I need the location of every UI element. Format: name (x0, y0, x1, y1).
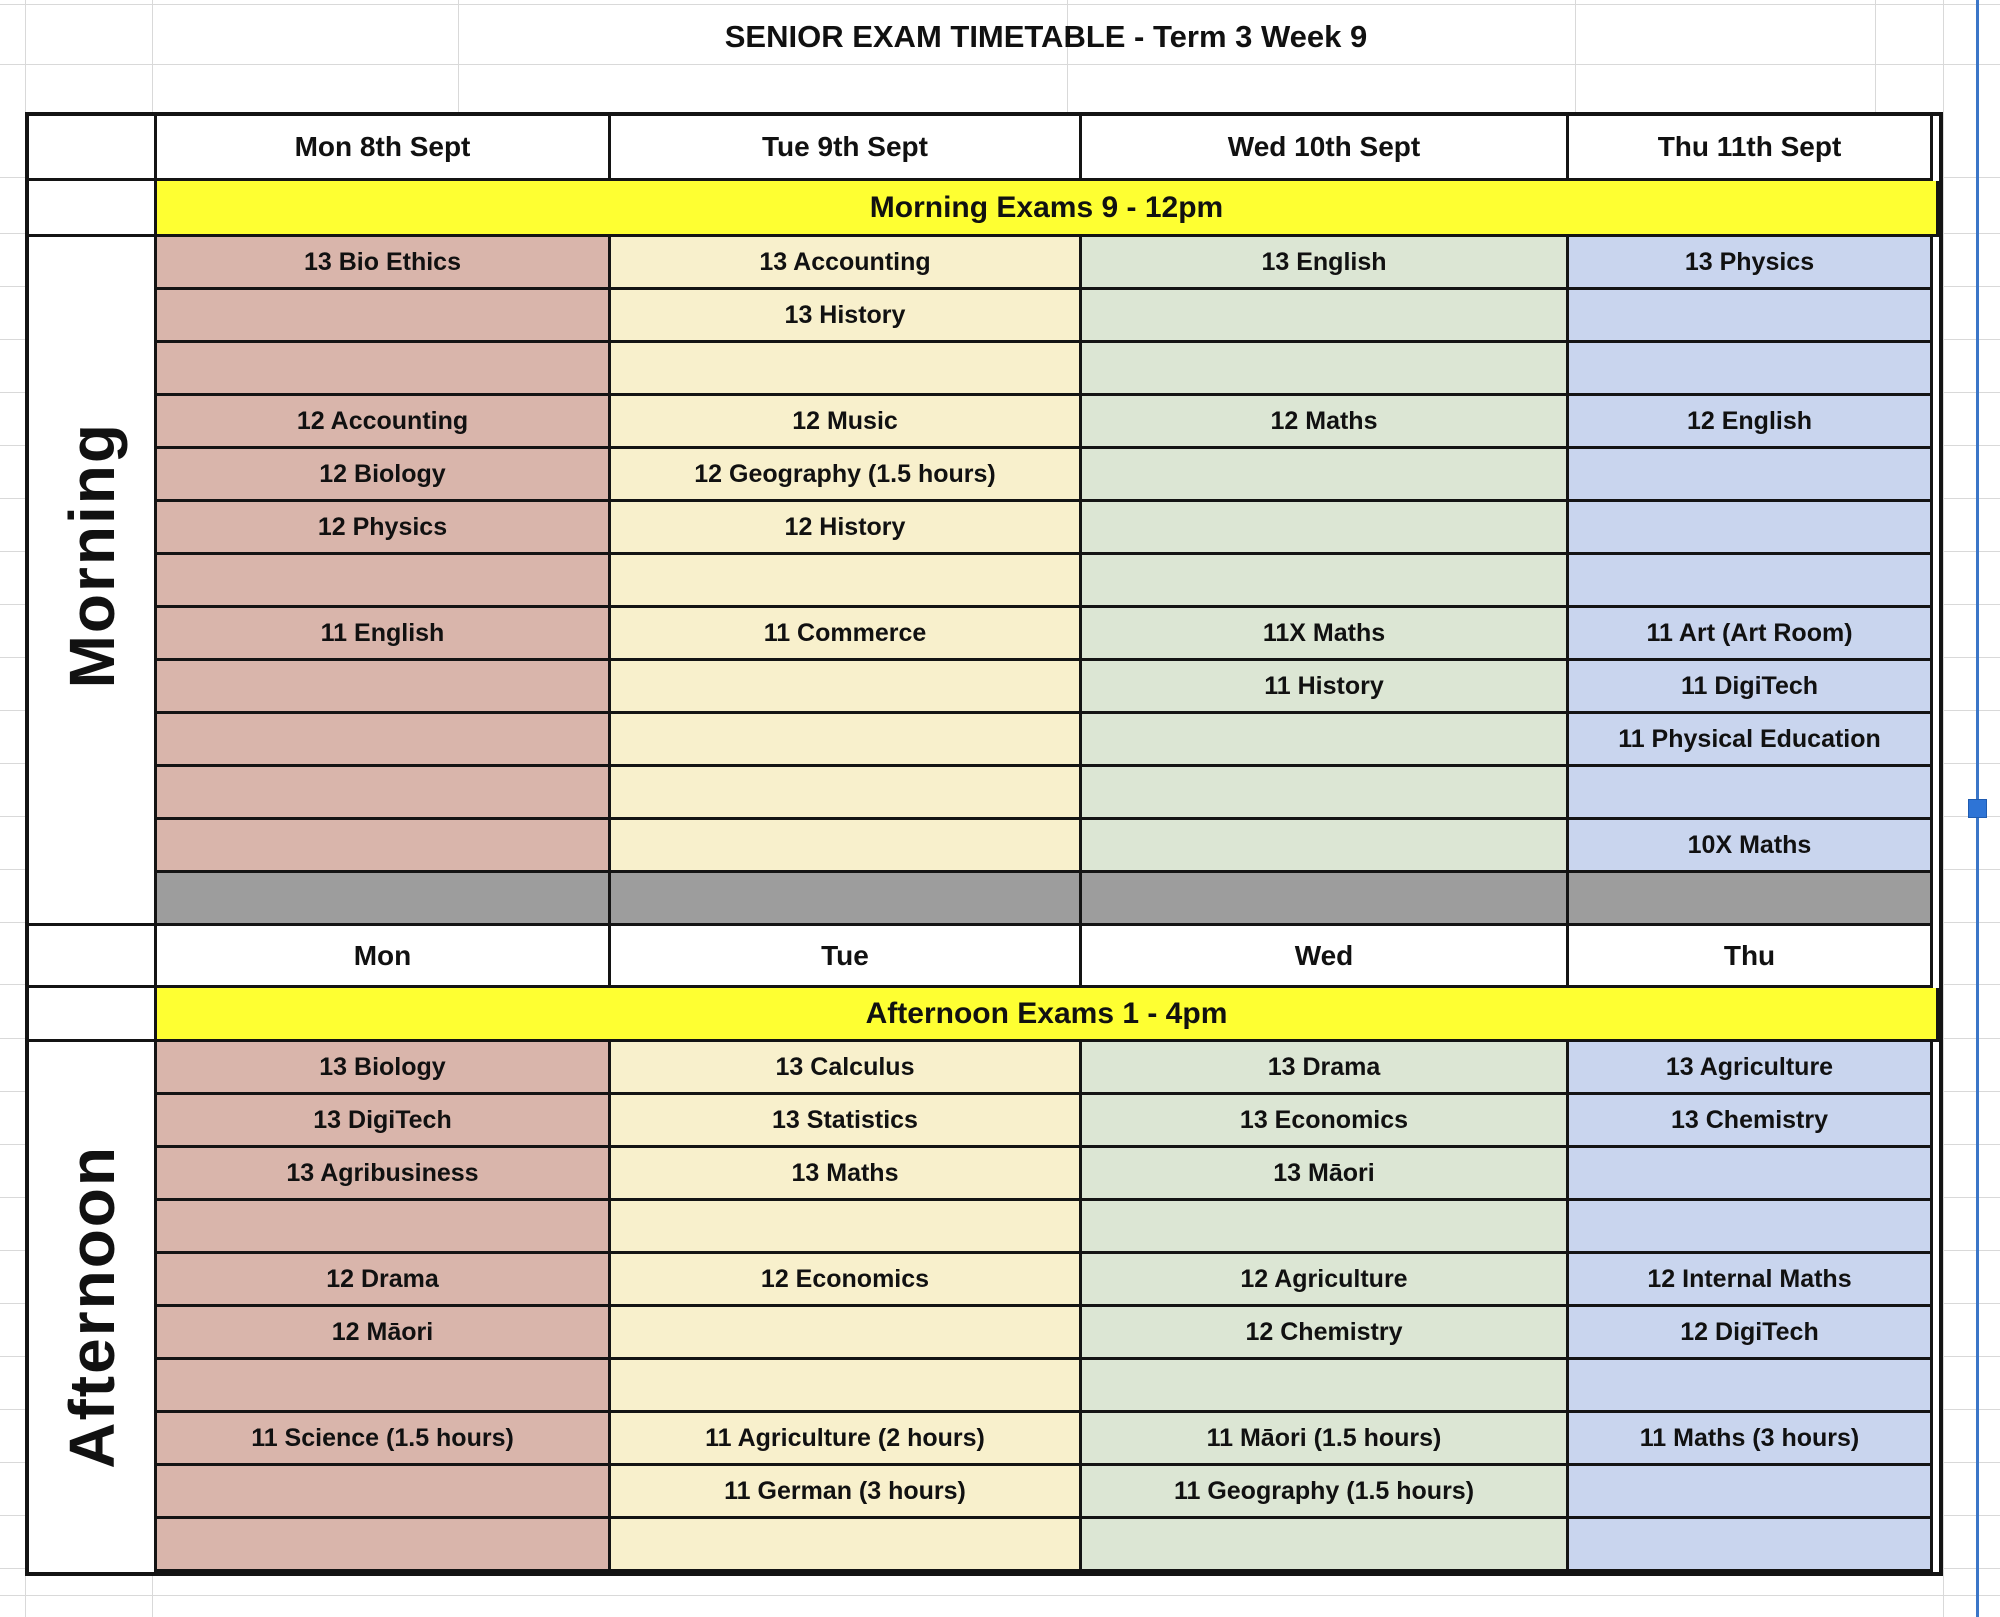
timetable-cell[interactable] (157, 1466, 611, 1519)
timetable-cell[interactable]: 11 English (157, 608, 611, 661)
banner-side-cell[interactable] (29, 181, 157, 237)
timetable-cell[interactable]: 11 Geography (1.5 hours) (1082, 1466, 1569, 1519)
timetable-cell[interactable]: 12 Internal Maths (1569, 1254, 1933, 1307)
timetable-cell[interactable]: 13 Bio Ethics (157, 237, 611, 290)
divider-cell[interactable] (611, 873, 1082, 926)
corner-cell[interactable] (29, 116, 157, 181)
timetable-cell[interactable] (611, 714, 1082, 767)
timetable-cell[interactable]: 13 Biology (157, 1042, 611, 1095)
divider-side-cell[interactable] (29, 873, 157, 926)
timetable-cell[interactable] (611, 661, 1082, 714)
timetable-cell[interactable]: 11 DigiTech (1569, 661, 1933, 714)
session-label-cell[interactable] (29, 237, 157, 873)
timetable-cell[interactable] (1569, 1466, 1933, 1519)
session-banner[interactable]: Morning Exams 9 - 12pm (157, 181, 1939, 237)
timetable-cell[interactable]: 12 Physics (157, 502, 611, 555)
timetable-cell[interactable]: 12 Biology (157, 449, 611, 502)
divider-cell[interactable] (1082, 873, 1569, 926)
timetable-cell[interactable]: 11 Physical Education (1569, 714, 1933, 767)
timetable-cell[interactable] (1569, 1519, 1933, 1572)
timetable-cell[interactable]: 12 Economics (611, 1254, 1082, 1307)
timetable-cell[interactable]: 11 Maths (3 hours) (1569, 1413, 1933, 1466)
divider-cell[interactable] (157, 873, 611, 926)
timetable-cell[interactable] (1082, 714, 1569, 767)
timetable-cell[interactable]: 12 English (1569, 396, 1933, 449)
timetable-cell[interactable] (157, 1360, 611, 1413)
timetable-cell[interactable] (611, 1519, 1082, 1572)
timetable-cell[interactable] (611, 820, 1082, 873)
session-label: Afternoon (55, 1145, 128, 1469)
timetable-cell[interactable]: 12 Accounting (157, 396, 611, 449)
timetable-cell[interactable] (611, 343, 1082, 396)
timetable-cell[interactable] (611, 1307, 1082, 1360)
timetable-cell[interactable]: 11X Maths (1082, 608, 1569, 661)
day-header[interactable]: Mon (157, 926, 611, 988)
timetable-cell[interactable] (157, 1201, 611, 1254)
timetable-cell[interactable]: 13 Calculus (611, 1042, 1082, 1095)
timetable-cell[interactable]: 10X Maths (1569, 820, 1933, 873)
timetable-cell[interactable] (1082, 767, 1569, 820)
timetable-cell[interactable]: 13 Agribusiness (157, 1148, 611, 1201)
page-title: SENIOR EXAM TIMETABLE - Term 3 Week 9 (724, 19, 1368, 54)
timetable-cell[interactable]: 12 Maths (1082, 396, 1569, 449)
timetable-cell[interactable] (1082, 1519, 1569, 1572)
session-label: Morning (55, 421, 128, 689)
timetable-cell[interactable] (1082, 1360, 1569, 1413)
timetable-cell[interactable]: 12 Geography (1.5 hours) (611, 449, 1082, 502)
timetable-cell[interactable]: 12 History (611, 502, 1082, 555)
timetable-cell[interactable]: 12 Agriculture (1082, 1254, 1569, 1307)
timetable-cell[interactable] (157, 661, 611, 714)
exam-timetable (25, 112, 1943, 1576)
timetable-cell[interactable] (157, 555, 611, 608)
timetable-cell[interactable] (1082, 1201, 1569, 1254)
day-header[interactable]: Mon 8th Sept (157, 116, 611, 181)
selection-resize-handle[interactable] (1968, 799, 1987, 818)
timetable-cell[interactable]: 12 DigiTech (1569, 1307, 1933, 1360)
timetable-cell[interactable] (1569, 449, 1933, 502)
timetable-cell[interactable]: 12 Chemistry (1082, 1307, 1569, 1360)
session-banner[interactable]: Afternoon Exams 1 - 4pm (157, 988, 1939, 1042)
timetable-cell[interactable] (1082, 502, 1569, 555)
timetable-cell[interactable] (1569, 555, 1933, 608)
timetable-cell[interactable] (157, 714, 611, 767)
divider-cell[interactable] (1569, 873, 1933, 926)
timetable-cell[interactable]: 12 Music (611, 396, 1082, 449)
timetable-cell[interactable]: 11 Science (1.5 hours) (157, 1413, 611, 1466)
timetable-cell[interactable] (157, 767, 611, 820)
day-header[interactable]: Thu 11th Sept (1569, 116, 1933, 181)
timetable-cell[interactable]: 13 Economics (1082, 1095, 1569, 1148)
timetable-cell[interactable] (611, 767, 1082, 820)
timetable-cell[interactable]: 11 History (1082, 661, 1569, 714)
timetable-cell[interactable] (1082, 449, 1569, 502)
timetable-cell[interactable]: 11 Agriculture (2 hours) (611, 1413, 1082, 1466)
timetable-cell[interactable] (1569, 343, 1933, 396)
timetable-cell[interactable]: 11 Art (Art Room) (1569, 608, 1933, 661)
timetable-cell[interactable] (157, 290, 611, 343)
timetable-cell[interactable]: 13 Māori (1082, 1148, 1569, 1201)
timetable-cell[interactable]: 13 English (1082, 237, 1569, 290)
timetable-cell[interactable] (611, 1201, 1082, 1254)
timetable-cell[interactable] (1569, 1201, 1933, 1254)
timetable-cell[interactable]: 13 Accounting (611, 237, 1082, 290)
day-header[interactable]: Thu (1569, 926, 1933, 988)
day-header[interactable]: Wed (1082, 926, 1569, 988)
timetable-cell[interactable] (157, 343, 611, 396)
timetable-cell[interactable] (1082, 343, 1569, 396)
timetable-cell[interactable] (1569, 767, 1933, 820)
timetable-cell[interactable]: 13 Agriculture (1569, 1042, 1933, 1095)
timetable-cell[interactable] (1569, 1148, 1933, 1201)
day-header[interactable]: Tue (611, 926, 1082, 988)
timetable-cell[interactable]: 13 Chemistry (1569, 1095, 1933, 1148)
banner-side-cell[interactable] (29, 988, 157, 1042)
timetable-cell[interactable] (157, 1519, 611, 1572)
timetable-cell[interactable] (1082, 290, 1569, 343)
timetable-cell[interactable] (1569, 1360, 1933, 1413)
timetable-cell[interactable] (1082, 820, 1569, 873)
timetable-cell[interactable] (1569, 290, 1933, 343)
timetable-cell[interactable]: 11 Māori (1.5 hours) (1082, 1413, 1569, 1466)
timetable-cell[interactable]: 13 History (611, 290, 1082, 343)
timetable-cell[interactable]: 13 Statistics (611, 1095, 1082, 1148)
timetable-cell[interactable]: 12 Māori (157, 1307, 611, 1360)
timetable-cell[interactable]: 11 German (3 hours) (611, 1466, 1082, 1519)
session-label-cell[interactable] (29, 1042, 157, 1572)
corner-cell[interactable] (29, 926, 157, 988)
timetable-cell[interactable]: 13 Maths (611, 1148, 1082, 1201)
timetable-cell[interactable] (1082, 555, 1569, 608)
timetable-cell[interactable]: 13 Physics (1569, 237, 1933, 290)
timetable-cell[interactable] (1569, 502, 1933, 555)
timetable-cell[interactable] (157, 820, 611, 873)
timetable-cell[interactable] (611, 555, 1082, 608)
timetable-cell[interactable]: 13 Drama (1082, 1042, 1569, 1095)
timetable-cell[interactable]: 12 Drama (157, 1254, 611, 1307)
day-header[interactable]: Tue 9th Sept (611, 116, 1082, 181)
timetable-cell[interactable] (611, 1360, 1082, 1413)
timetable-cell[interactable]: 11 Commerce (611, 608, 1082, 661)
day-header[interactable]: Wed 10th Sept (1082, 116, 1569, 181)
timetable-cell[interactable]: 13 DigiTech (157, 1095, 611, 1148)
